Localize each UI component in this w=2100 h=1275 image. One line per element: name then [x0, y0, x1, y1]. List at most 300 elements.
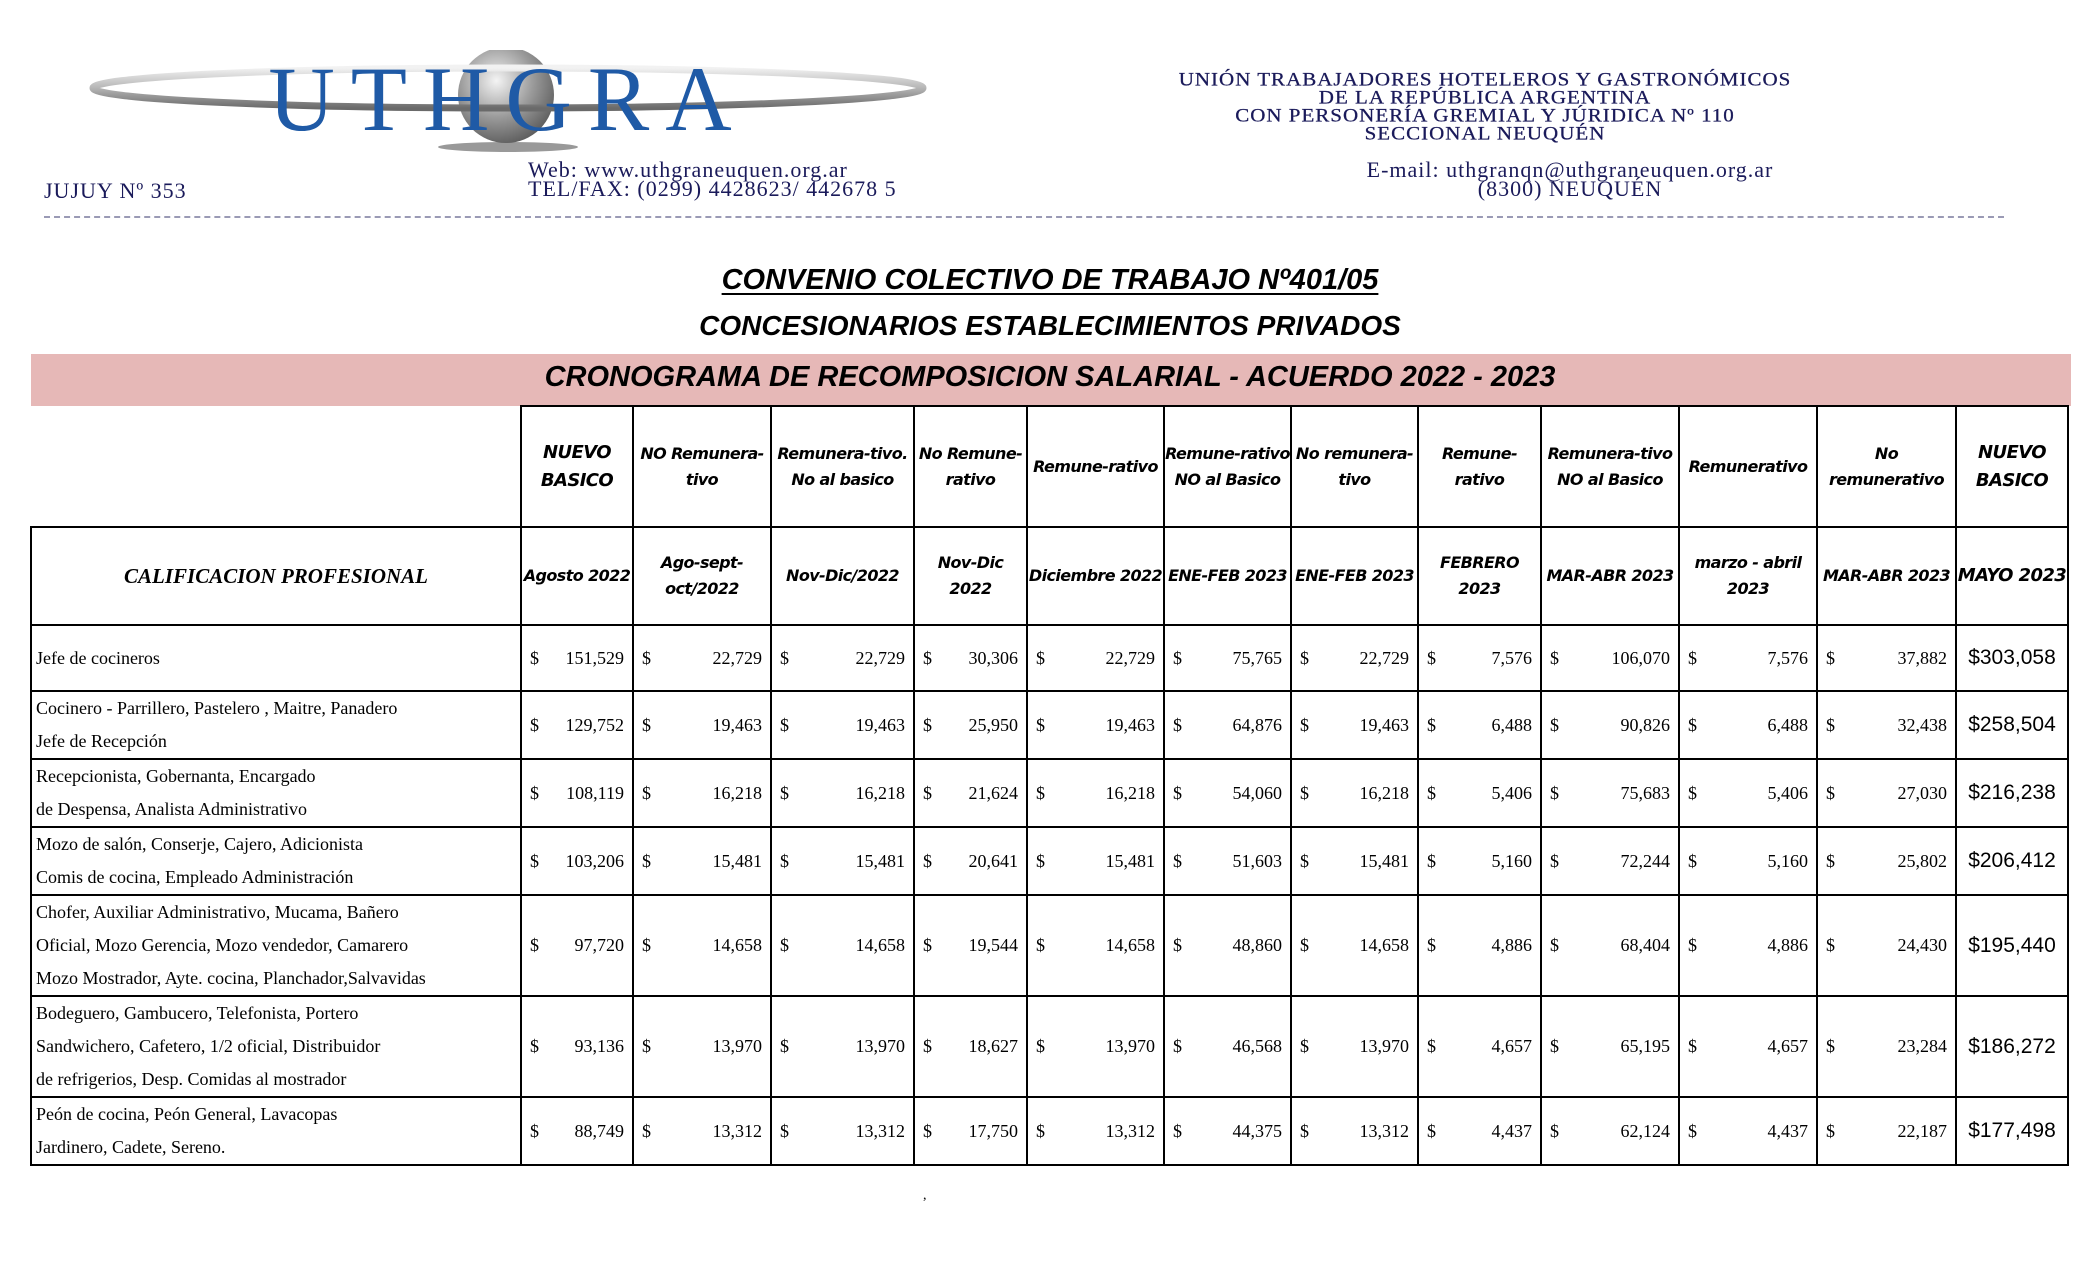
- amount-value: 4,886: [1767, 935, 1808, 955]
- currency-symbol: $: [1550, 1120, 1559, 1141]
- amount-cell: [1817, 1097, 1956, 1165]
- amount-value: 46,568: [1232, 1036, 1282, 1056]
- column-type-header: NUEVO BASICO: [521, 406, 633, 527]
- amount-value: 21,624: [968, 782, 1018, 803]
- category-header: CALIFICACION PROFESIONAL: [31, 527, 521, 625]
- currency-symbol: $: [1173, 1036, 1182, 1056]
- amount-cell: [771, 759, 914, 827]
- currency-symbol: $: [1300, 714, 1309, 735]
- column-type-header: No remunerativo: [1817, 406, 1956, 527]
- amount-cell: [771, 1097, 914, 1165]
- column-type-header: No remunera-tivo: [1291, 406, 1418, 527]
- amount-value: 14,658: [855, 935, 905, 955]
- currency-symbol: $: [1036, 850, 1045, 871]
- schedule-title: CRONOGRAMA DE RECOMPOSICION SALARIAL - ACUERDO 2022 - 2023: [544, 361, 1556, 393]
- column-period-header: Nov-Dic/2022: [771, 527, 914, 625]
- currency-symbol: $: [1300, 1120, 1309, 1141]
- logo-graphic: [88, 50, 928, 155]
- amount-value: 5,160: [1491, 850, 1532, 871]
- currency-symbol: $: [1173, 1120, 1182, 1141]
- amount-value: 75,683: [1620, 782, 1670, 803]
- currency-symbol: $: [1688, 1036, 1697, 1056]
- category-line: Cocinero - Parrillero, Pastelero , Maitre, Panadero: [36, 698, 398, 718]
- currency-symbol: $: [1427, 647, 1436, 668]
- organization-name: [950, 70, 2020, 142]
- amount-value: 54,060: [1232, 782, 1282, 803]
- currency-symbol: $: [1427, 1120, 1436, 1141]
- category-cell: [31, 827, 521, 895]
- amount-value: 22,729: [1105, 647, 1155, 668]
- amount-cell: [1541, 759, 1679, 827]
- amount-cell: [633, 895, 771, 996]
- amount-cell: [1541, 827, 1679, 895]
- amount-value: 13,970: [1105, 1036, 1155, 1056]
- column-period-header: FEBRERO 2023: [1418, 527, 1541, 625]
- currency-symbol: $: [1300, 782, 1309, 803]
- category-line: Comis de cocina, Empleado Administración: [36, 867, 354, 887]
- email-link[interactable]: E-mail: uthgranqn@uthgraneuquen.org.ar: [1366, 157, 1774, 182]
- amount-value: 103,206: [565, 850, 624, 871]
- currency-symbol: $: [1826, 714, 1835, 735]
- category-cell: [31, 759, 521, 827]
- amount-cell: [1291, 759, 1418, 827]
- column-period-header: MAR-ABR 2023: [1541, 527, 1679, 625]
- currency-symbol: $: [1173, 714, 1182, 735]
- amount-value: 30,306: [968, 647, 1018, 668]
- agreement-title-text: CONVENIO COLECTIVO DE TRABAJO Nº401/05: [721, 264, 1379, 296]
- currency-symbol: $: [530, 1120, 539, 1141]
- currency-symbol: $: [1173, 647, 1182, 668]
- amount-cell: [1418, 996, 1541, 1097]
- amount-cell: [1679, 625, 1817, 691]
- amount-value: 16,218: [1359, 782, 1409, 803]
- amount-cell: [1418, 691, 1541, 759]
- logo-text: UTHGRA: [268, 50, 748, 150]
- amount-value: 4,437: [1491, 1120, 1532, 1141]
- category-line: de Despensa, Analista Administrativo: [36, 799, 307, 819]
- amount-cell: [1418, 759, 1541, 827]
- currency-symbol: $: [1688, 647, 1697, 668]
- column-period-header: Nov-Dic 2022: [914, 527, 1027, 625]
- amount-value: 6,488: [1767, 714, 1808, 735]
- currency-symbol: $: [1826, 647, 1835, 668]
- agreement-title: [0, 264, 2100, 297]
- amount-cell: [633, 996, 771, 1097]
- currency-symbol: $: [1427, 714, 1436, 735]
- currency-symbol: $: [530, 935, 539, 955]
- salary-table: [30, 405, 2069, 1166]
- amount-cell: [633, 827, 771, 895]
- category-line: de refrigerios, Desp. Comidas al mostrador: [36, 1069, 347, 1089]
- currency-symbol: $: [1173, 782, 1182, 803]
- amount-value: 18,627: [968, 1036, 1018, 1056]
- amount-cell: [1817, 895, 1956, 996]
- amount-cell: [771, 625, 914, 691]
- amount-value: 19,463: [855, 714, 905, 735]
- org-line: CON PERSONERÍA GREMIAL Y JÚRIDICA Nº 110: [1235, 104, 1735, 126]
- new-basic-total-cell: $303,058: [1956, 625, 2068, 691]
- currency-symbol: $: [1036, 647, 1045, 668]
- amount-cell: [1418, 1097, 1541, 1165]
- currency-symbol: $: [1173, 850, 1182, 871]
- currency-symbol: $: [1300, 647, 1309, 668]
- category-line: Bodeguero, Gambucero, Telefonista, Portero: [36, 1003, 359, 1023]
- amount-cell: [521, 996, 633, 1097]
- amount-cell: [633, 1097, 771, 1165]
- amount-cell: [1418, 625, 1541, 691]
- category-cell: [31, 1097, 521, 1165]
- amount-cell: [1541, 1097, 1679, 1165]
- amount-value: 88,749: [574, 1120, 624, 1141]
- amount-cell: [914, 691, 1027, 759]
- currency-symbol: $: [923, 935, 932, 955]
- amount-value: 22,729: [855, 647, 905, 668]
- amount-value: 7,576: [1767, 647, 1808, 668]
- amount-value: 27,030: [1897, 782, 1947, 803]
- amount-cell: [1418, 895, 1541, 996]
- currency-symbol: $: [1427, 1036, 1436, 1056]
- currency-symbol: $: [642, 1120, 651, 1141]
- category-line: Jardinero, Cadete, Sereno.: [36, 1137, 226, 1157]
- table-row: [31, 827, 2068, 895]
- table-row: [31, 1097, 2068, 1165]
- amount-value: 16,218: [855, 782, 905, 803]
- amount-value: 14,658: [712, 935, 762, 955]
- amount-cell: [521, 691, 633, 759]
- currency-symbol: $: [1300, 850, 1309, 871]
- amount-cell: [914, 895, 1027, 996]
- category-cell: [31, 625, 521, 691]
- amount-cell: [633, 625, 771, 691]
- amount-cell: [1027, 759, 1164, 827]
- currency-symbol: $: [1300, 1036, 1309, 1056]
- amount-value: 68,404: [1620, 935, 1670, 955]
- currency-symbol: $: [530, 714, 539, 735]
- amount-cell: [521, 759, 633, 827]
- amount-cell: [1679, 691, 1817, 759]
- letterhead-divider: [44, 216, 2004, 218]
- column-type-header: Remunerativo: [1679, 406, 1817, 527]
- currency-symbol: $: [530, 850, 539, 871]
- currency-symbol: $: [1427, 935, 1436, 955]
- amount-value: 14,658: [1105, 935, 1155, 955]
- amount-value: 15,481: [855, 850, 905, 871]
- column-type-header: Remunera-tivo. No al basico: [771, 406, 914, 527]
- table-row: [31, 996, 2068, 1097]
- amount-value: 72,244: [1620, 850, 1670, 871]
- amount-value: 7,576: [1491, 647, 1532, 668]
- amount-cell: [1027, 691, 1164, 759]
- new-basic-total-cell: $186,272: [1956, 996, 2068, 1097]
- amount-cell: [1679, 1097, 1817, 1165]
- currency-symbol: $: [780, 850, 789, 871]
- table-row: [31, 759, 2068, 827]
- amount-cell: [1027, 895, 1164, 996]
- amount-value: 4,437: [1767, 1120, 1808, 1141]
- amount-cell: [521, 895, 633, 996]
- amount-value: 62,124: [1620, 1120, 1670, 1141]
- amount-cell: [1164, 895, 1291, 996]
- currency-symbol: $: [923, 714, 932, 735]
- currency-symbol: $: [1688, 714, 1697, 735]
- org-line: SECCIONAL NEUQUÉN: [1364, 122, 1606, 144]
- amount-cell: [1027, 996, 1164, 1097]
- currency-symbol: $: [780, 935, 789, 955]
- new-basic-total-cell: $258,504: [1956, 691, 2068, 759]
- amount-value: 22,187: [1897, 1120, 1947, 1141]
- amount-value: 23,284: [1897, 1036, 1947, 1056]
- category-line: Mozo Mostrador, Ayte. cocina, Planchador,Salvavidas: [36, 968, 426, 988]
- column-type-header: Remunera-tivo NO al Basico: [1541, 406, 1679, 527]
- currency-symbol: $: [1036, 714, 1045, 735]
- website-link[interactable]: Web: www.uthgraneuquen.org.ar: [528, 157, 848, 182]
- currency-symbol: $: [1173, 935, 1182, 955]
- category-cell: [31, 691, 521, 759]
- amount-value: 13,312: [1105, 1120, 1155, 1141]
- currency-symbol: $: [642, 714, 651, 735]
- amount-value: 51,603: [1232, 850, 1282, 871]
- category-cell: [31, 996, 521, 1097]
- amount-value: 106,070: [1611, 647, 1670, 668]
- new-basic-total-cell: $177,498: [1956, 1097, 2068, 1165]
- amount-cell: [1817, 759, 1956, 827]
- amount-cell: [914, 996, 1027, 1097]
- currency-symbol: $: [530, 647, 539, 668]
- amount-cell: [1164, 759, 1291, 827]
- amount-cell: [1027, 1097, 1164, 1165]
- amount-value: 129,752: [565, 714, 624, 735]
- currency-symbol: $: [1826, 1120, 1835, 1141]
- column-type-header: Remune-rativo: [1027, 406, 1164, 527]
- amount-value: 16,218: [1105, 782, 1155, 803]
- amount-cell: [1291, 691, 1418, 759]
- currency-symbol: $: [780, 782, 789, 803]
- column-type-header: NO Remunera-tivo: [633, 406, 771, 527]
- amount-value: 108,119: [566, 782, 624, 803]
- currency-symbol: $: [530, 1036, 539, 1056]
- amount-value: 22,729: [1359, 647, 1409, 668]
- category-line: Jefe de cocineros: [36, 647, 160, 668]
- stray-mark: ,: [923, 1188, 927, 1203]
- amount-cell: [1164, 827, 1291, 895]
- column-type-header: Remune-rativo NO al Basico: [1164, 406, 1291, 527]
- currency-symbol: $: [1688, 782, 1697, 803]
- amount-cell: [1164, 996, 1291, 1097]
- amount-cell: [1679, 827, 1817, 895]
- new-basic-total-cell: $195,440: [1956, 895, 2068, 996]
- category-line: Recepcionista, Gobernanta, Encargado: [36, 766, 316, 786]
- amount-value: 151,529: [565, 647, 624, 668]
- amount-cell: [521, 1097, 633, 1165]
- amount-value: 13,970: [855, 1036, 905, 1056]
- currency-symbol: $: [1826, 782, 1835, 803]
- amount-value: 15,481: [712, 850, 762, 871]
- amount-value: 14,658: [1359, 935, 1409, 955]
- amount-value: 15,481: [1359, 850, 1409, 871]
- amount-cell: [1291, 996, 1418, 1097]
- amount-cell: [914, 625, 1027, 691]
- amount-value: 4,657: [1491, 1036, 1532, 1056]
- currency-symbol: $: [1688, 935, 1697, 955]
- currency-symbol: $: [642, 782, 651, 803]
- amount-cell: [1541, 895, 1679, 996]
- currency-symbol: $: [1826, 1036, 1835, 1056]
- amount-cell: [914, 827, 1027, 895]
- header-blank-cell: [31, 406, 521, 527]
- amount-cell: [1817, 691, 1956, 759]
- column-period-header: ENE-FEB 2023: [1291, 527, 1418, 625]
- currency-symbol: $: [1300, 935, 1309, 955]
- currency-symbol: $: [1550, 850, 1559, 871]
- currency-symbol: $: [780, 647, 789, 668]
- amount-cell: [1027, 827, 1164, 895]
- currency-symbol: $: [1826, 935, 1835, 955]
- amount-cell: [914, 759, 1027, 827]
- category-line: Sandwichero, Cafetero, 1/2 oficial, Distribuidor: [36, 1036, 381, 1056]
- contact-email-city: [1250, 157, 1890, 201]
- amount-value: 44,375: [1232, 1120, 1282, 1141]
- currency-symbol: $: [642, 850, 651, 871]
- column-type-header: Remune-rativo: [1418, 406, 1541, 527]
- currency-symbol: $: [1688, 1120, 1697, 1141]
- currency-symbol: $: [1427, 850, 1436, 871]
- currency-symbol: $: [1036, 1120, 1045, 1141]
- amount-value: 5,406: [1491, 782, 1532, 803]
- currency-symbol: $: [1550, 935, 1559, 955]
- column-period-header: ENE-FEB 2023: [1164, 527, 1291, 625]
- new-basic-total-cell: $216,238: [1956, 759, 2068, 827]
- amount-cell: [1679, 895, 1817, 996]
- amount-cell: [1541, 996, 1679, 1097]
- amount-cell: [1817, 996, 1956, 1097]
- amount-value: 13,312: [712, 1120, 762, 1141]
- amount-value: 16,218: [712, 782, 762, 803]
- uthgra-logo: [88, 50, 928, 155]
- currency-symbol: $: [1427, 782, 1436, 803]
- new-basic-total-cell: $206,412: [1956, 827, 2068, 895]
- column-period-header: Diciembre 2022: [1027, 527, 1164, 625]
- currency-symbol: $: [1036, 782, 1045, 803]
- amount-value: 48,860: [1232, 935, 1282, 955]
- contact-web-tel: [528, 157, 897, 201]
- amount-value: 6,488: [1491, 714, 1532, 735]
- amount-value: 75,765: [1232, 647, 1282, 668]
- category-cell: [31, 895, 521, 996]
- amount-value: 97,720: [574, 935, 624, 955]
- amount-cell: [771, 895, 914, 996]
- amount-value: 19,463: [1359, 714, 1409, 735]
- currency-symbol: $: [1550, 1036, 1559, 1056]
- category-line: Peón de cocina, Peón General, Lavacopas: [36, 1104, 338, 1124]
- amount-value: 5,406: [1767, 782, 1808, 803]
- org-line: DE LA REPÚBLICA ARGENTINA: [1318, 86, 1652, 108]
- currency-symbol: $: [923, 850, 932, 871]
- amount-value: 5,160: [1767, 850, 1808, 871]
- currency-symbol: $: [923, 1036, 932, 1056]
- currency-symbol: $: [780, 1120, 789, 1141]
- currency-symbol: $: [1550, 782, 1559, 803]
- amount-value: 4,886: [1491, 935, 1532, 955]
- amount-cell: [521, 827, 633, 895]
- amount-cell: [1679, 759, 1817, 827]
- table-row: [31, 895, 2068, 996]
- column-period-header: MAR-ABR 2023: [1817, 527, 1956, 625]
- amount-cell: [633, 759, 771, 827]
- phone-fax: TEL/FAX: (0299) 4428623/ 442678 5: [528, 176, 897, 201]
- amount-value: 19,463: [1105, 714, 1155, 735]
- amount-cell: [633, 691, 771, 759]
- amount-value: 32,438: [1897, 714, 1947, 735]
- street-address: JUJUY Nº 353: [44, 178, 187, 203]
- amount-cell: [1817, 827, 1956, 895]
- amount-value: 17,750: [968, 1120, 1018, 1141]
- amount-cell: [771, 996, 914, 1097]
- amount-cell: [1164, 691, 1291, 759]
- currency-symbol: $: [642, 1036, 651, 1056]
- column-period-header: Agosto 2022: [521, 527, 633, 625]
- city: (8300) NEUQUÉN: [1477, 176, 1663, 201]
- amount-cell: [771, 827, 914, 895]
- amount-value: 4,657: [1767, 1036, 1808, 1056]
- category-line: Mozo de salón, Conserje, Cajero, Adicionista: [36, 834, 363, 854]
- amount-value: 64,876: [1232, 714, 1282, 735]
- column-period-header: Ago-sept-oct/2022: [633, 527, 771, 625]
- amount-value: 90,826: [1620, 714, 1670, 735]
- currency-symbol: $: [780, 1036, 789, 1056]
- amount-value: 20,641: [968, 850, 1018, 871]
- amount-cell: [1679, 996, 1817, 1097]
- amount-value: 22,729: [712, 647, 762, 668]
- amount-value: 25,950: [968, 714, 1018, 735]
- amount-value: 19,463: [712, 714, 762, 735]
- amount-cell: [1291, 1097, 1418, 1165]
- amount-value: 15,481: [1105, 850, 1155, 871]
- amount-value: 13,970: [712, 1036, 762, 1056]
- currency-symbol: $: [1688, 850, 1697, 871]
- header-row-type: [31, 406, 2068, 527]
- sector-title: CONCESIONARIOS ESTABLECIMIENTOS PRIVADOS: [699, 310, 1401, 341]
- currency-symbol: $: [923, 782, 932, 803]
- currency-symbol: $: [642, 935, 651, 955]
- category-line: Chofer, Auxiliar Administrativo, Mucama, Bañero: [36, 902, 399, 922]
- currency-symbol: $: [923, 647, 932, 668]
- amount-cell: [1291, 895, 1418, 996]
- column-type-header: NUEVO BASICO: [1956, 406, 2068, 527]
- amount-cell: [914, 1097, 1027, 1165]
- amount-value: 65,195: [1620, 1036, 1670, 1056]
- amount-cell: [1164, 1097, 1291, 1165]
- amount-cell: [771, 691, 914, 759]
- table-row: [31, 691, 2068, 759]
- currency-symbol: $: [642, 647, 651, 668]
- amount-cell: [1291, 827, 1418, 895]
- amount-cell: [1817, 625, 1956, 691]
- amount-value: 25,802: [1897, 850, 1947, 871]
- amount-value: 24,430: [1897, 935, 1947, 955]
- org-line: UNIÓN TRABAJADORES HOTELEROS Y GASTRONÓMICOS: [1178, 68, 1792, 90]
- header-row-period: [31, 527, 2068, 625]
- amount-cell: [1418, 827, 1541, 895]
- currency-symbol: $: [923, 1120, 932, 1141]
- currency-symbol: $: [1826, 850, 1835, 871]
- amount-value: 13,312: [1359, 1120, 1409, 1141]
- amount-value: 13,312: [855, 1120, 905, 1141]
- amount-value: 37,882: [1897, 647, 1947, 668]
- category-line: Oficial, Mozo Gerencia, Mozo vendedor, Camarero: [36, 935, 409, 955]
- amount-cell: [521, 625, 633, 691]
- amount-cell: [1027, 625, 1164, 691]
- amount-value: 19,544: [968, 935, 1018, 955]
